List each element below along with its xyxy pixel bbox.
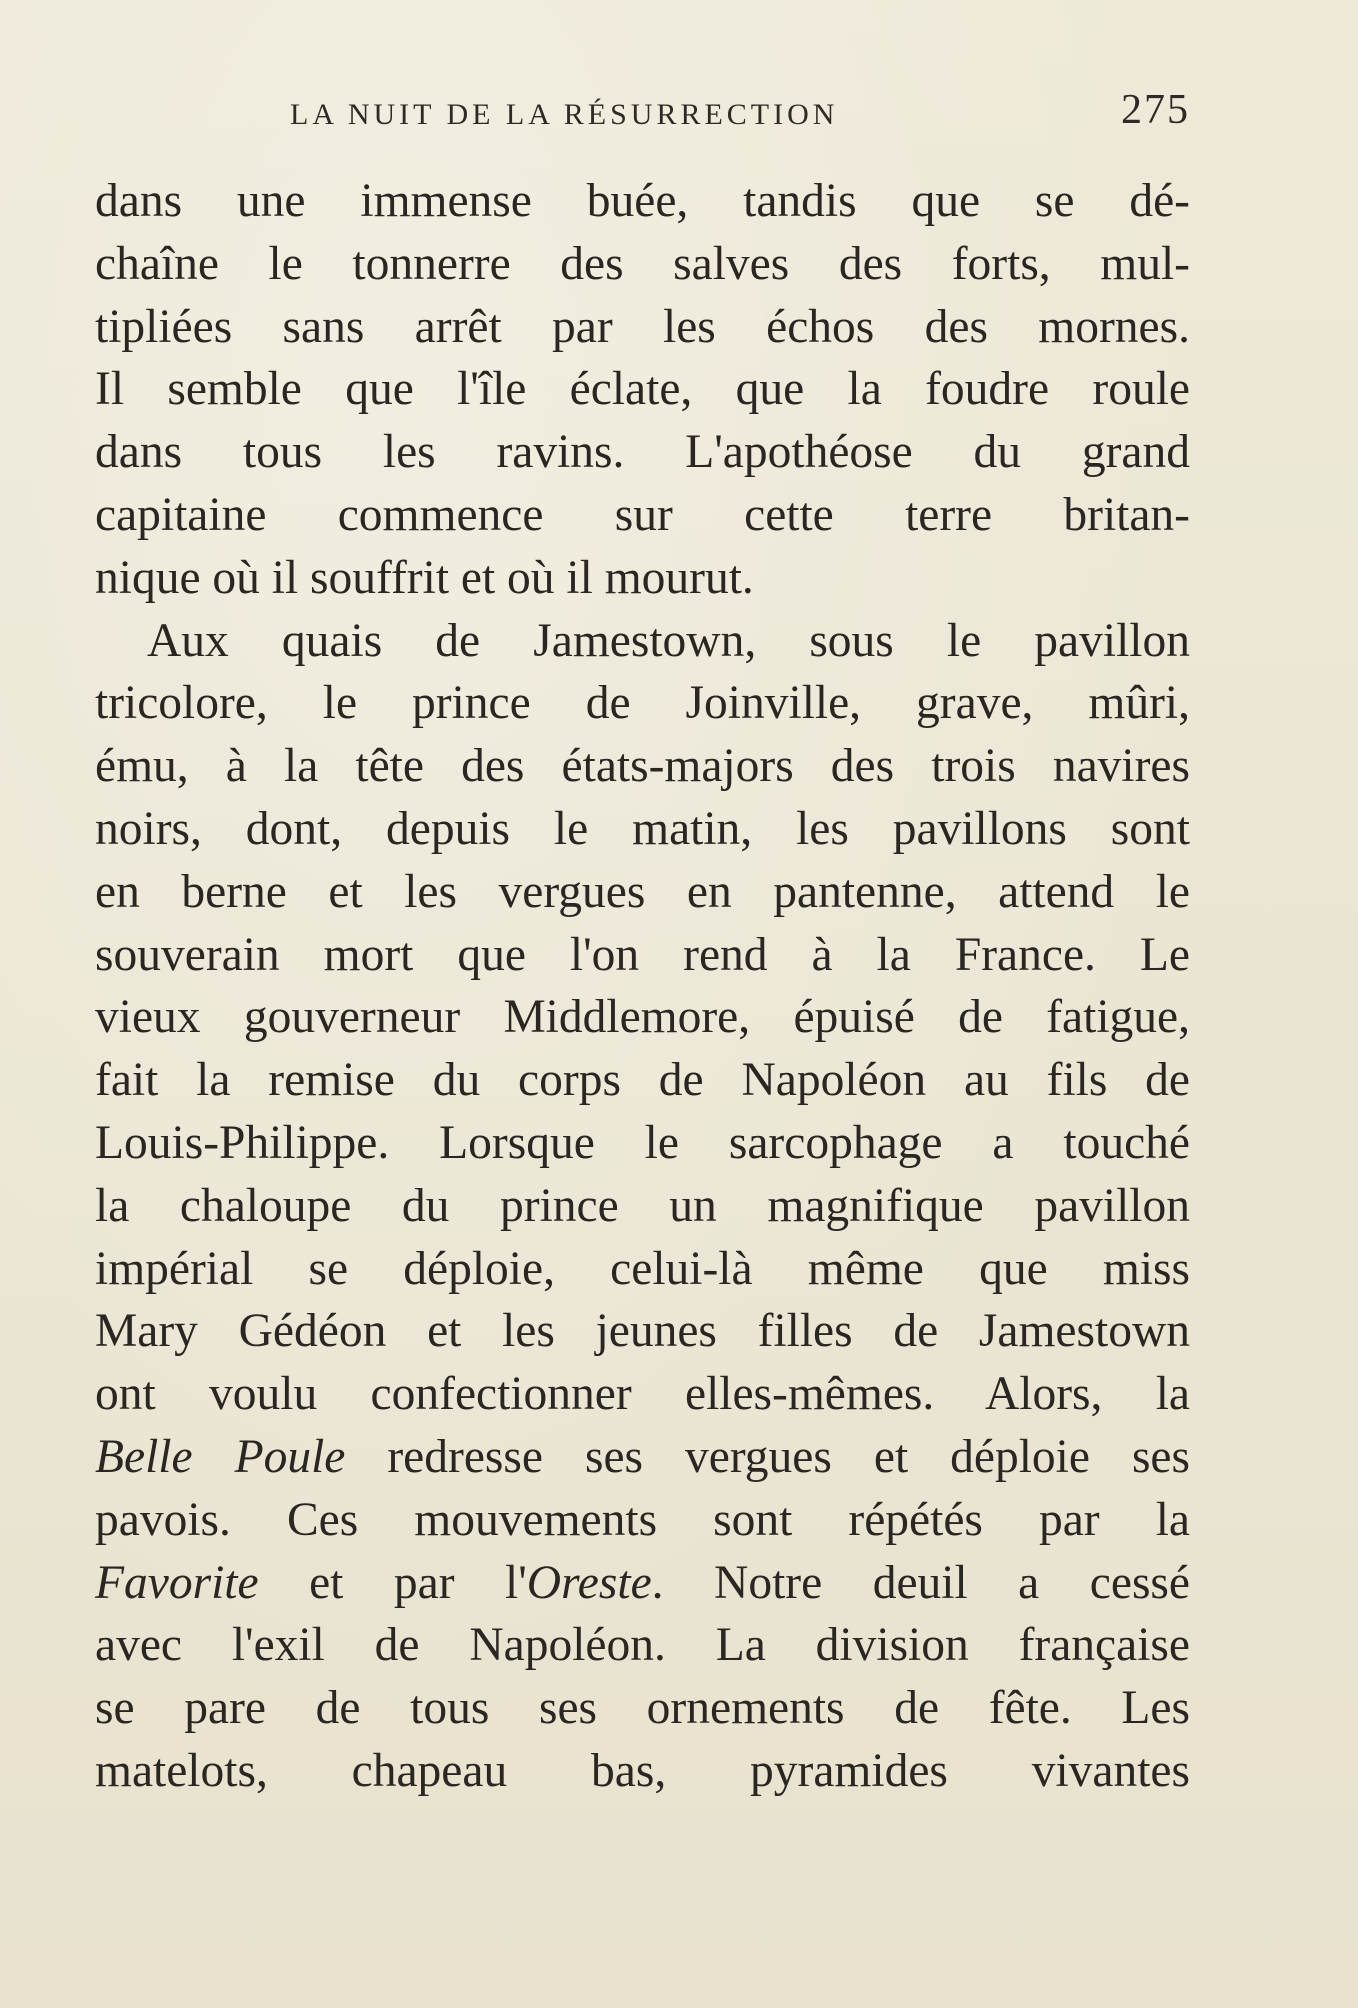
- text-line: noirs, dont, depuis le matin, les pavillons sont: [95, 802, 1190, 855]
- ship-name-oreste: Oreste: [526, 1556, 652, 1609]
- text-line: ému, à la tête des états-majors des trois navires: [95, 740, 1190, 793]
- running-title: LA NUIT DE LA RÉSURRECTION: [290, 98, 839, 131]
- running-head: [290, 86, 1190, 146]
- paragraph-start-line: Aux quais de Jamestown, sous le pavillon: [147, 614, 1190, 667]
- body-text: [95, 170, 1190, 1803]
- text-line: en berne et les vergues en pantenne, attend le: [95, 865, 1190, 918]
- text-line: la chaloupe du prince un magnifique pavillon: [95, 1179, 1190, 1232]
- paragraph-end-line: nique où il souffrit et où il mourut.: [95, 551, 754, 604]
- text-line: Belle Poule redresse ses vergues et déploie ses: [95, 1430, 1190, 1483]
- text-line: vieux gouverneur Middlemore, épuisé de fatigue,: [95, 991, 1190, 1044]
- text-line: tipliées sans arrêt par les échos des mornes.: [95, 300, 1190, 353]
- text-line: Il semble que l'île éclate, que la foudre roule: [95, 363, 1190, 416]
- ship-name-favorite: Favorite: [95, 1556, 259, 1609]
- text-line: se pare de tous ses ornements de fête. Les: [95, 1682, 1190, 1735]
- text-line: capitaine commence sur cette terre britan-: [95, 488, 1190, 541]
- text-line: avec l'exil de Napoléon. La division française: [95, 1619, 1190, 1672]
- text-line: impérial se déploie, celui-là même que miss: [95, 1242, 1190, 1295]
- text-line: Mary Gédéon et les jeunes filles de Jamestown: [95, 1305, 1190, 1358]
- text-line: chaîne le tonnerre des salves des forts, mul-: [95, 237, 1190, 290]
- text-line: pavois. Ces mouvements sont répétés par la: [95, 1493, 1190, 1546]
- text-line: matelots, chapeau bas, pyramides vivantes: [95, 1744, 1190, 1797]
- text-line: ont voulu confectionner elles-mêmes. Alors, la: [95, 1368, 1190, 1421]
- text-line: dans une immense buée, tandis que se dé-: [95, 175, 1190, 227]
- text-line: tricolore, le prince de Joinville, grave, mûri,: [95, 677, 1190, 730]
- text-line: fait la remise du corps de Napoléon au fils de: [95, 1054, 1190, 1107]
- text-line: dans tous les ravins. L'apothéose du grand: [95, 426, 1190, 479]
- page-number: 275: [1121, 87, 1190, 133]
- text-line: souverain mort que l'on rend à la France. Le: [95, 928, 1190, 981]
- text-line: Favorite et par l'Oreste. Notre deuil a cessé: [95, 1556, 1190, 1609]
- text-line: Louis-Philippe. Lorsque le sarcophage a touché: [95, 1116, 1190, 1169]
- ship-name-belle-poule: Belle Poule: [95, 1430, 346, 1483]
